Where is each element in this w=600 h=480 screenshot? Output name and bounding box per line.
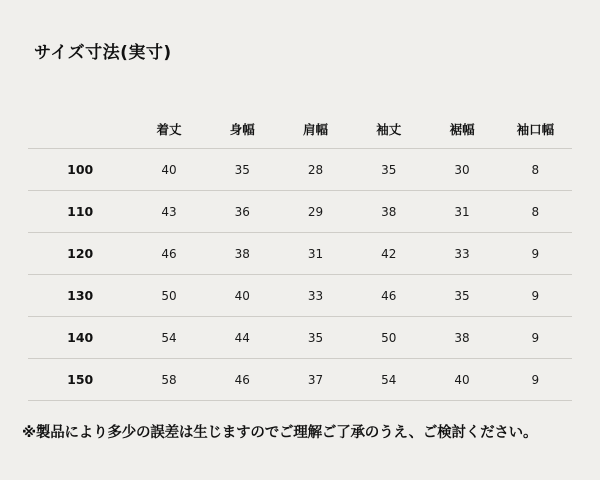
cell-value: 35 — [206, 149, 279, 191]
cell-value: 8 — [499, 191, 572, 233]
cell-value: 33 — [279, 275, 352, 317]
cell-value: 35 — [425, 275, 498, 317]
table-row — [28, 317, 572, 359]
cell-value: 35 — [352, 149, 425, 191]
cell-value: 36 — [206, 191, 279, 233]
cell-value: 9 — [499, 233, 572, 275]
column-header-susohaba: 裾幅 — [425, 78, 498, 149]
row-header-size: 110 — [28, 191, 132, 233]
table-row — [28, 359, 572, 401]
column-header-mihaba: 身幅 — [206, 78, 279, 149]
row-header-size: 130 — [28, 275, 132, 317]
cell-value: 46 — [352, 275, 425, 317]
cell-value: 40 — [206, 275, 279, 317]
cell-value: 8 — [499, 149, 572, 191]
cell-value: 54 — [352, 359, 425, 401]
cell-value: 35 — [279, 317, 352, 359]
cell-value: 31 — [425, 191, 498, 233]
cell-value: 33 — [425, 233, 498, 275]
row-header-size: 100 — [28, 149, 132, 191]
cell-value: 9 — [499, 359, 572, 401]
cell-value: 37 — [279, 359, 352, 401]
row-header-size: 120 — [28, 233, 132, 275]
size-table — [28, 78, 572, 401]
cell-value: 9 — [499, 317, 572, 359]
table-row — [28, 275, 572, 317]
table-header — [28, 78, 572, 149]
row-header-size: 150 — [28, 359, 132, 401]
cell-value: 44 — [206, 317, 279, 359]
column-header-sodetake: 袖丈 — [352, 78, 425, 149]
cell-value: 46 — [206, 359, 279, 401]
table-row — [28, 233, 572, 275]
column-header-katahaba: 肩幅 — [279, 78, 352, 149]
cell-value: 30 — [425, 149, 498, 191]
row-header-size: 140 — [28, 317, 132, 359]
cell-value: 58 — [132, 359, 205, 401]
cell-value: 54 — [132, 317, 205, 359]
cell-value: 29 — [279, 191, 352, 233]
cell-value: 42 — [352, 233, 425, 275]
table-header-row — [28, 78, 572, 149]
column-header-kitake: 着丈 — [132, 78, 205, 149]
cell-value: 38 — [352, 191, 425, 233]
cell-value: 28 — [279, 149, 352, 191]
cell-value: 9 — [499, 275, 572, 317]
cell-value: 40 — [425, 359, 498, 401]
table-row — [28, 191, 572, 233]
column-header-sodeguchihaba: 袖口幅 — [499, 78, 572, 149]
cell-value: 50 — [352, 317, 425, 359]
cell-value: 38 — [425, 317, 498, 359]
table-corner-cell — [28, 78, 132, 149]
cell-value: 38 — [206, 233, 279, 275]
cell-value: 31 — [279, 233, 352, 275]
table-row — [28, 149, 572, 191]
cell-value: 40 — [132, 149, 205, 191]
cell-value: 43 — [132, 191, 205, 233]
page-title: サイズ寸法(実寸) — [34, 43, 172, 63]
size-table-container — [28, 78, 572, 401]
cell-value: 50 — [132, 275, 205, 317]
table-body — [28, 149, 572, 401]
disclaimer-note: ※製品により多少の誤差は生じますのでご理解ご了承のうえ、ご検討ください。 — [22, 425, 538, 441]
cell-value: 46 — [132, 233, 205, 275]
